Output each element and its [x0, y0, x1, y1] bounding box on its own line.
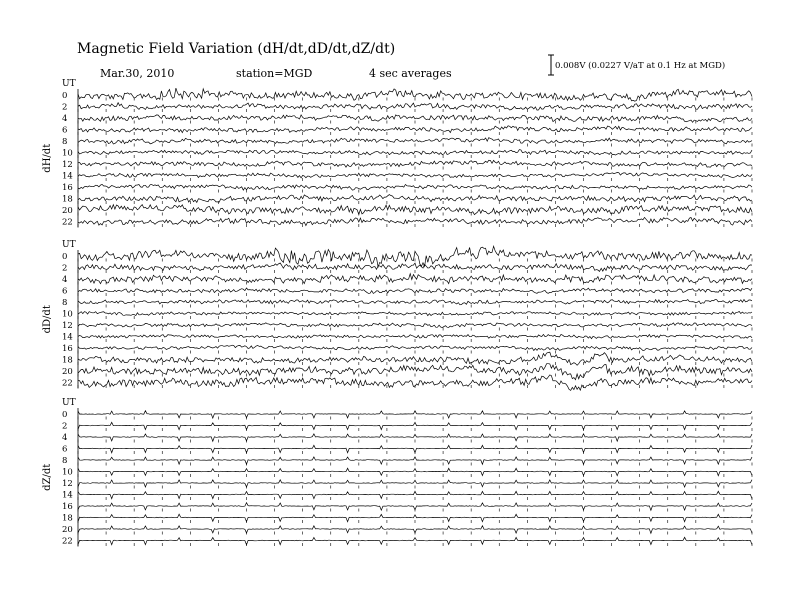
row-label: 16: [62, 502, 73, 512]
trace-line: [78, 312, 752, 316]
trace-line: [78, 150, 752, 155]
trace-line: [78, 138, 752, 144]
row-label: 18: [62, 355, 73, 366]
row-label: 8: [62, 298, 68, 308]
row-label: 0: [62, 91, 68, 101]
row-label: 2: [62, 421, 68, 432]
scale-bar-label: 0.008V (0.0227 V/aT at 0.1 Hz at MGD): [555, 61, 726, 71]
row-label: 2: [62, 263, 68, 274]
row-label: 14: [62, 171, 73, 182]
panel-ylabel: dH/dt: [42, 143, 53, 173]
row-label: 14: [62, 490, 73, 501]
row-label: 8: [62, 456, 68, 466]
row-label: 22: [62, 217, 73, 228]
row-label: 20: [62, 367, 73, 377]
trace-line: [78, 103, 752, 110]
row-label: 0: [62, 252, 68, 262]
row-label: 12: [62, 160, 73, 170]
chart-title: Magnetic Field Variation (dH/dt,dD/dt,dZ/dt): [77, 41, 396, 57]
row-label: 4: [62, 114, 68, 124]
row-label: 22: [62, 378, 73, 389]
panel-ylabel: dZ/dt: [42, 463, 53, 491]
row-label: 4: [62, 433, 68, 443]
station-label: station=MGD: [236, 67, 313, 80]
row-label: 6: [62, 125, 68, 136]
row-label: 14: [62, 332, 73, 343]
trace-line: [78, 323, 752, 328]
panel-ylabel: dD/dt: [42, 305, 53, 334]
row-label: 4: [62, 275, 68, 285]
scale-bar: [548, 55, 725, 75]
trace-line: [78, 334, 752, 338]
row-label: 16: [62, 183, 73, 193]
panel-dz-dt: [42, 398, 752, 547]
averaging-label: 4 sec averages: [369, 67, 452, 80]
row-label: 2: [62, 102, 68, 113]
row-label: 12: [62, 321, 73, 331]
row-label: 6: [62, 286, 68, 297]
row-label: 10: [62, 467, 73, 478]
ut-label: UT: [62, 398, 76, 408]
row-label: 20: [62, 525, 73, 535]
ut-label: UT: [62, 79, 76, 89]
trace-line: [78, 345, 752, 350]
row-label: 12: [62, 479, 73, 489]
date-label: Mar.30, 2010: [100, 67, 175, 80]
trace-line: [78, 288, 752, 293]
trace-line: [78, 184, 752, 190]
row-label: 10: [62, 309, 73, 320]
row-label: 6: [62, 444, 68, 455]
row-label: 10: [62, 148, 73, 159]
row-label: 20: [62, 206, 73, 216]
trace-line: [78, 126, 752, 133]
trace-line: [78, 173, 752, 178]
row-label: 22: [62, 536, 73, 547]
row-label: 0: [62, 410, 68, 420]
panel-dd-dt: [42, 240, 752, 390]
row-label: 8: [62, 137, 68, 147]
panel-dh-dt: [42, 79, 752, 228]
trace-line: [78, 375, 752, 391]
row-label: 18: [62, 194, 73, 205]
trace-line: [78, 160, 752, 167]
trace-line: [78, 300, 752, 305]
trace-panels: [42, 79, 752, 547]
row-label: 16: [62, 344, 73, 354]
ut-label: UT: [62, 240, 76, 250]
row-label: 18: [62, 513, 73, 524]
